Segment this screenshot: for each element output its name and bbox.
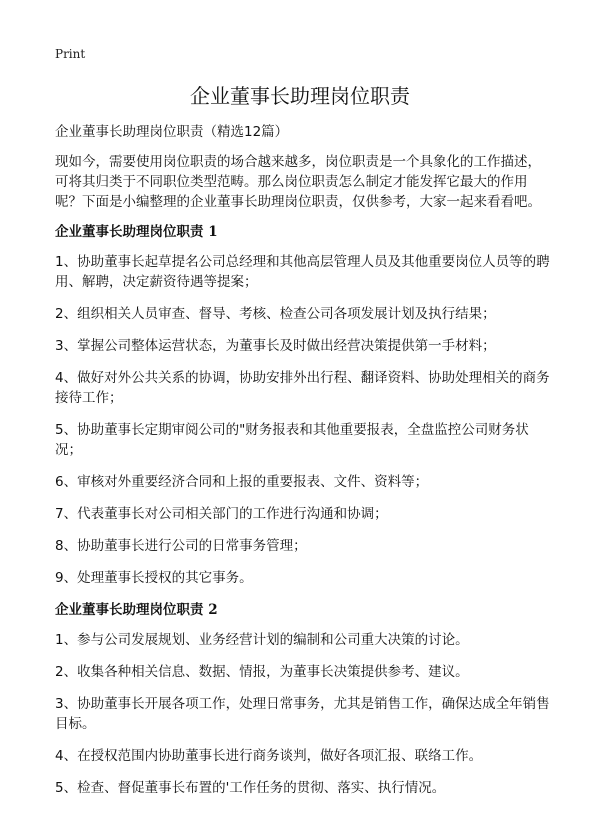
list-item: 8、协助董事长进行公司的日常事务管理； — [55, 538, 307, 554]
section-1 — [55, 222, 551, 588]
list-item: 1、参与公司发展规划、业务经营计划的编制和公司重大决策的讨论。 — [55, 632, 469, 648]
list-item: 4、做好对外公共关系的协调，协助安排外出行程、翻译资料、协助处理相关的商务接待工作； — [55, 370, 550, 406]
document-subtitle: 企业董事长助理岗位职责（精选12篇） — [55, 124, 289, 140]
list-item: 5、协助董事长定期审阅公司的"财务报表和其他重要报表，全盘监控公司财务状况； — [55, 422, 529, 458]
list-item: 3、协助董事长开展各项工作，处理日常事务，尤其是销售工作，确保达成全年销售目标。 — [55, 696, 550, 732]
page-title: 企业董事长助理岗位职责 — [190, 84, 410, 108]
list-item: 5、检查、督促董事长布置的'工作任务的贯彻、落实、执行情况。 — [55, 780, 446, 796]
section-heading: 企业董事长助理岗位职责 2 — [55, 602, 218, 618]
print-label: Print — [55, 47, 86, 61]
intro-paragraph: 现如今，需要使用岗位职责的场合越来越多，岗位职责是一个具象化的工作描述，可将其归类于不同职位类型范畴。那么岗位职责怎么制定才能发挥它最大的作用呢？下面是小编整理的企业董事长助理岗位职责，仅供参考，大家一起来看看吧。 — [55, 154, 541, 210]
list-item: 9、处理董事长授权的其它事务。 — [55, 570, 253, 586]
list-item: 4、在授权范围内协助董事长进行商务谈判，做好各项汇报、联络工作。 — [55, 748, 483, 764]
list-item: 2、组织相关人员审查、督导、考核、检查公司各项发展计划及执行结果； — [55, 306, 496, 322]
section-2 — [55, 600, 551, 798]
list-item: 6、审核对外重要经济合同和上报的重要报表、文件、资料等； — [55, 474, 429, 490]
list-item: 2、收集各种相关信息、数据、情报，为董事长决策提供参考、建议。 — [55, 664, 469, 680]
document-body — [55, 122, 551, 810]
list-item: 7、代表董事长对公司相关部门的工作进行沟通和协调； — [55, 506, 388, 522]
list-item: 3、掌握公司整体运营状态，为董事长及时做出经营决策提供第一手材料； — [55, 338, 496, 354]
list-item: 1、协助董事长起草提名公司总经理和其他高层管理人员及其他重要岗位人员等的聘用、解聘，决定薪资待遇等提案； — [55, 254, 550, 290]
section-heading: 企业董事长助理岗位职责 1 — [55, 224, 218, 240]
